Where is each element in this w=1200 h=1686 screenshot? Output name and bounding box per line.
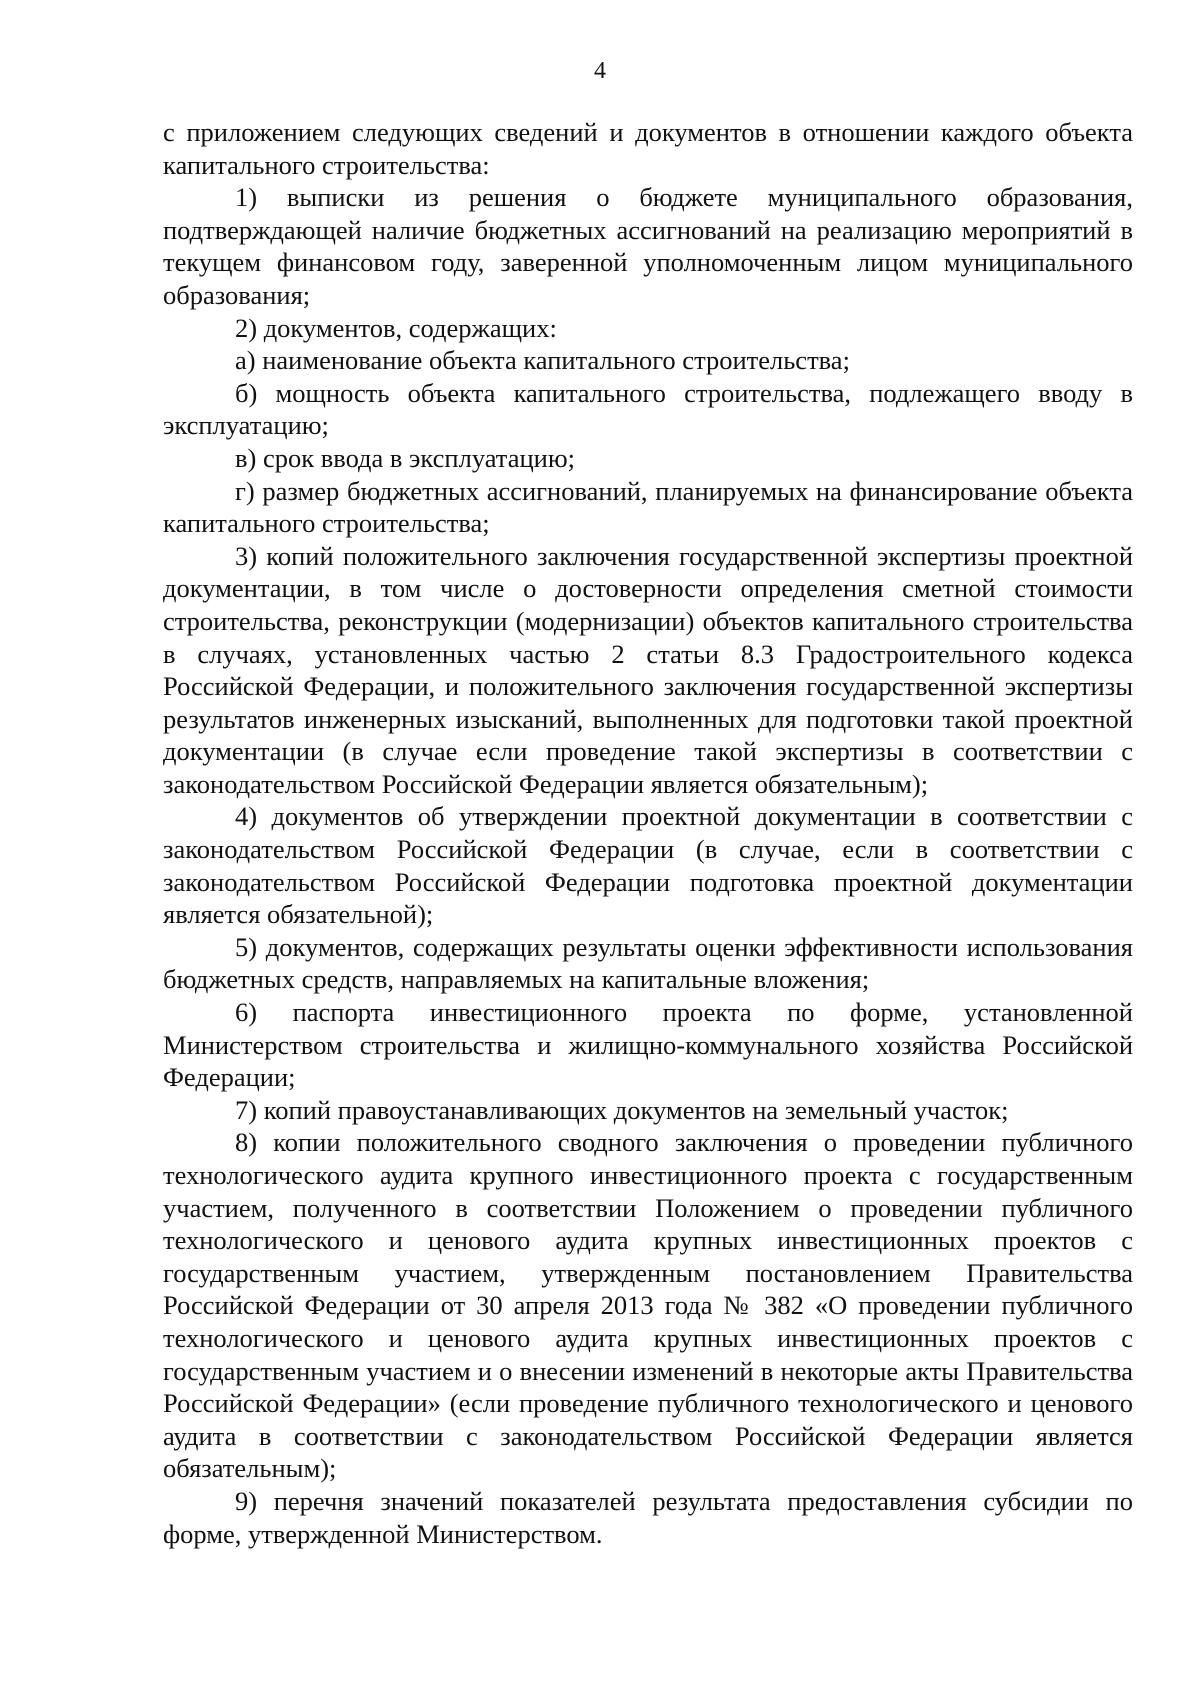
paragraph-intro: с приложением следующих сведений и документов в отношении каждого объекта капитального строительства:: [163, 117, 1133, 180]
paragraph-item-7: 7) копий правоустанавливающих документов на земельный участок;: [235, 1094, 1009, 1125]
paragraph-item-8: 8) копии положительного сводного заключения о проведении публичного технологического аудита крупного инвестиционного проекта с государственным участием, полученного в соответствии Положением о проведении публичного технологического и ценового аудита крупных инвестиционных проектов с государственным участием, утвержденным постановлением Правительства Российской Федерации от 30 апреля 2013 года № 382 «О проведении публичного технологического и ценового аудита крупных инвестиционных проектов с государственным участием и о внесении изменений в некоторые акты Правительства Российской Федерации» (если проведение публичного технологического и ценового аудита в соответствии с законодательством Российской Федерации является обязательным);: [163, 1127, 1133, 1484]
paragraph-item-6: 6) паспорта инвестиционного проекта по форме, установленной Министерством строительства и жилищно-коммунального хозяйства Российской Федерации;: [163, 997, 1133, 1093]
paragraph-item-2: 2) документов, содержащих:: [235, 312, 557, 343]
paragraph-item-5: 5) документов, содержащих результаты оценки эффективности использования бюджетных средств, направляемых на капитальные вложения;: [163, 931, 1133, 995]
paragraph-item-2b: б) мощность объекта капитального строительства, подлежащего вводу в эксплуатацию;: [163, 377, 1133, 441]
paragraph-item-3: 3) копий положительного заключения государственной экспертизы проектной документации, в том числе о достоверности определения сметной стоимости строительства, реконструкции (модернизации) объектов капитального строительства в случаях, установленных частью 2 статьи 8.3 Градостроительного кодекса Российской Федерации, и положительного заключения государственной экспертизы результатов инженерных изысканий, выполненных для подготовки такой проектной документации (в случае если проведение такой экспертизы в соответствии с законодательством Российской Федерации является обязательным);: [163, 540, 1133, 799]
paragraph-item-9: 9) перечня значений показателей результата предоставления субсидии по форме, утвержденной Министерством.: [163, 1485, 1133, 1549]
paragraph-item-4: 4) документов об утверждении проектной документации в соответствии с законодательством Российской Федерации (в случае, если в соответствии с законодательством Российской Федерации подготовка проектной документации является обязательной);: [163, 801, 1133, 930]
document-body: [163, 116, 1133, 1550]
page-number: 4: [594, 58, 606, 84]
paragraph-item-1: 1) выписки из решения о бюджете муниципального образования, подтверждающей наличие бюджетных ассигнований на реализацию мероприятий в текущем финансовом году, заверенной уполномоченным лицом муниципального образования;: [163, 182, 1133, 310]
paragraph-item-2g: г) размер бюджетных ассигнований, планируемых на финансирование объекта капитального строительства;: [163, 475, 1133, 539]
paragraph-item-2a: а) наименование объекта капитального строительства;: [235, 345, 850, 376]
paragraph-item-2v: в) срок ввода в эксплуатацию;: [235, 442, 575, 473]
